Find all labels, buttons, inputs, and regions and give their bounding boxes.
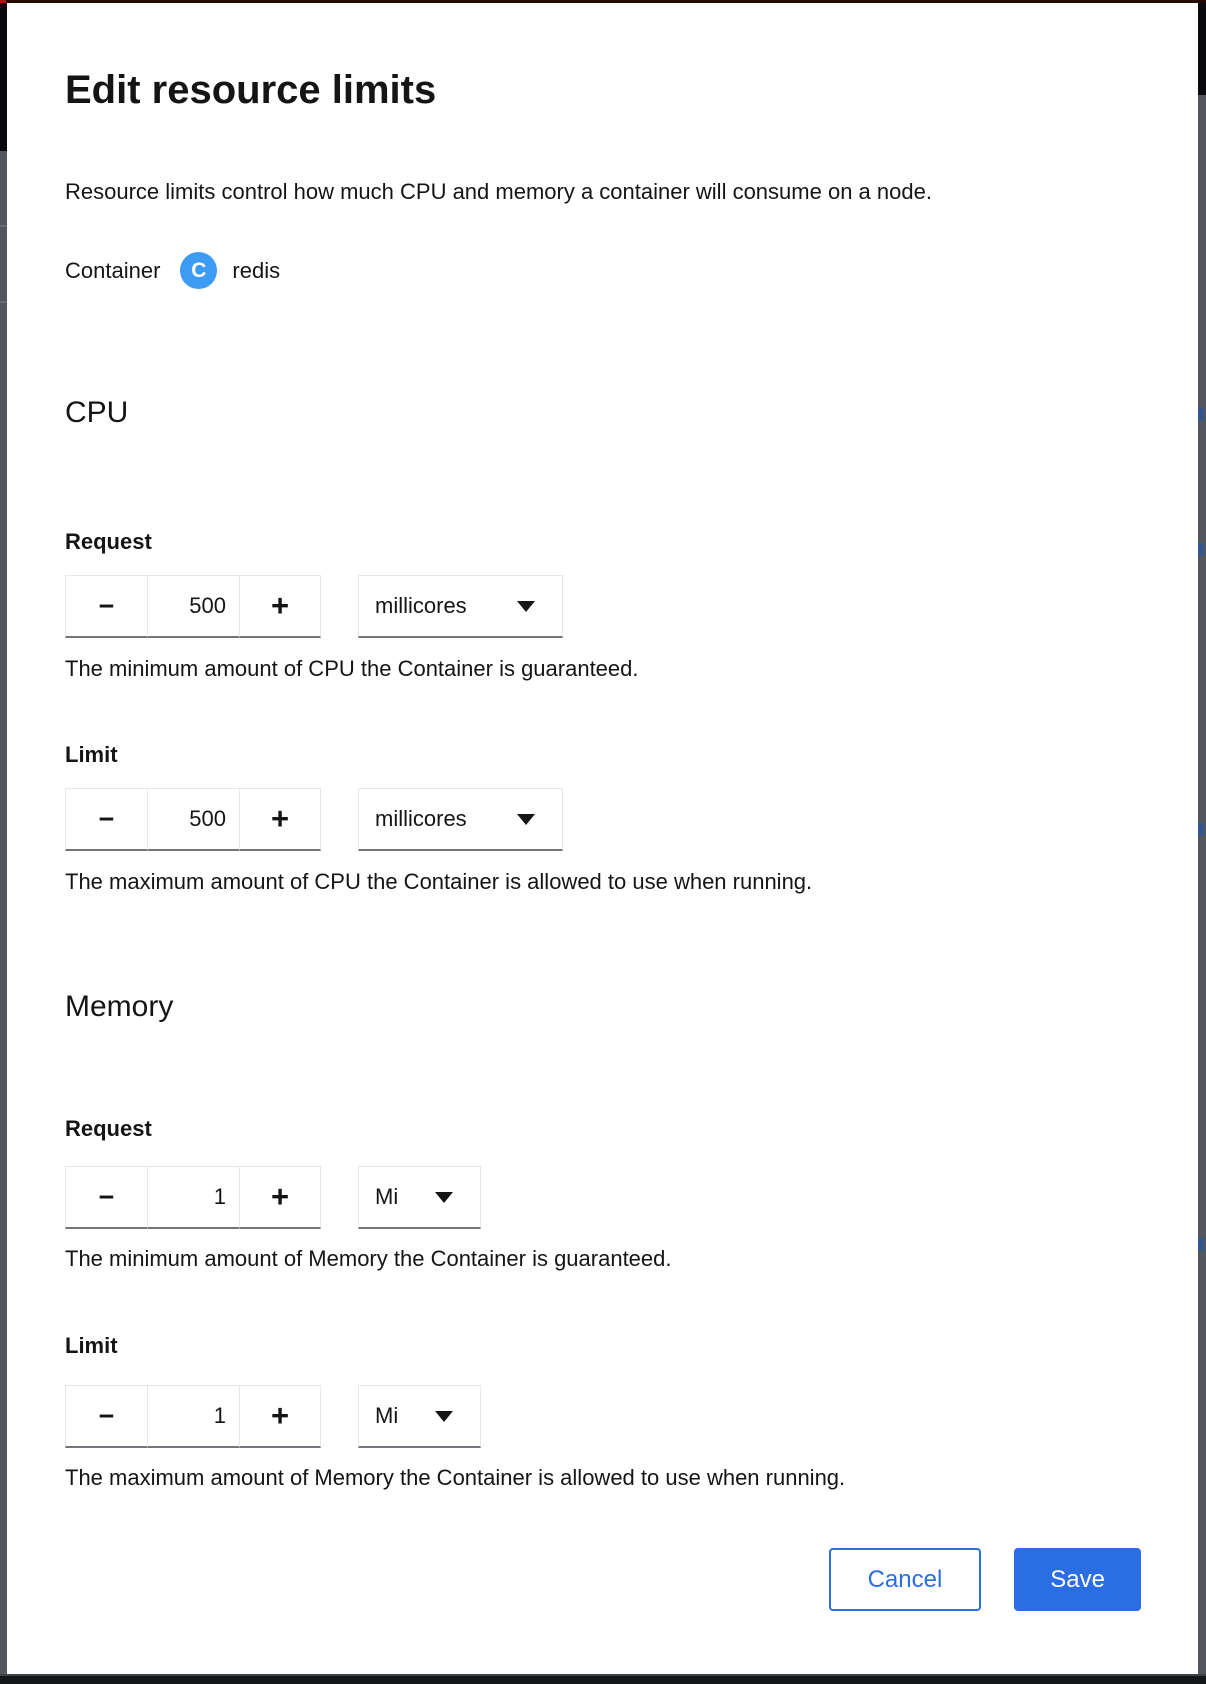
dialog-actions bbox=[65, 1548, 1141, 1611]
dialog-title: Edit resource limits bbox=[65, 68, 437, 112]
dialog-description: Resource limits control how much CPU and memory a container will consume on a node. bbox=[65, 179, 932, 204]
memory-request-controls bbox=[65, 1166, 1141, 1229]
memory-request-helper-text: The minimum amount of Memory the Container is guaranteed. bbox=[65, 1246, 672, 1271]
memory-limit-decrement-button[interactable] bbox=[65, 1385, 148, 1448]
memory-request-spinner bbox=[65, 1166, 321, 1229]
cpu-request-decrement-button[interactable] bbox=[65, 575, 148, 638]
cpu-limit-increment-button[interactable] bbox=[239, 788, 321, 851]
plus-icon: + bbox=[270, 588, 290, 623]
section-heading-memory: Memory bbox=[65, 990, 174, 1023]
memory-limit-value-input[interactable] bbox=[147, 1385, 240, 1448]
cpu-request-helper-text: The minimum amount of CPU the Container is guaranteed. bbox=[65, 656, 639, 681]
background-artifact bbox=[1198, 823, 1204, 836]
cpu-request-unit-value: millicores bbox=[375, 593, 467, 618]
cancel-button[interactable]: Cancel bbox=[829, 1548, 982, 1611]
memory-request-value-input[interactable] bbox=[147, 1166, 240, 1229]
memory-limit-label: Limit bbox=[65, 1333, 118, 1358]
cpu-limit-label: Limit bbox=[65, 742, 118, 767]
cpu-request-increment-button[interactable] bbox=[239, 575, 321, 638]
cpu-request-label: Request bbox=[65, 529, 152, 554]
cpu-request-controls bbox=[65, 575, 1141, 638]
background-artifact bbox=[1198, 3, 1206, 95]
cpu-limit-spinner bbox=[65, 788, 321, 851]
background-artifact bbox=[0, 301, 7, 303]
container-badge-icon: C bbox=[180, 252, 217, 289]
background-artifact bbox=[0, 0, 6, 3]
memory-limit-controls bbox=[65, 1385, 1141, 1448]
memory-limit-increment-button[interactable] bbox=[239, 1385, 321, 1448]
container-row bbox=[65, 252, 1141, 289]
cpu-limit-unit-value: millicores bbox=[375, 806, 467, 831]
memory-limit-spinner bbox=[65, 1385, 321, 1448]
memory-request-label: Request bbox=[65, 1116, 152, 1141]
cpu-request-value-input[interactable] bbox=[147, 575, 240, 638]
memory-request-unit-value: Mi bbox=[375, 1184, 399, 1209]
minus-icon: − bbox=[98, 803, 115, 834]
plus-icon: + bbox=[270, 801, 290, 836]
plus-icon: + bbox=[270, 1398, 290, 1433]
section-heading-cpu: CPU bbox=[65, 396, 129, 429]
chevron-down-icon bbox=[517, 601, 535, 612]
minus-icon: − bbox=[98, 1400, 115, 1431]
background-artifact bbox=[1198, 543, 1204, 556]
minus-icon: − bbox=[98, 1181, 115, 1212]
cpu-limit-unit-dropdown[interactable] bbox=[358, 788, 563, 851]
background-artifact bbox=[0, 225, 7, 227]
cpu-limit-value-input[interactable] bbox=[147, 788, 240, 851]
background-artifact bbox=[1198, 408, 1204, 421]
cpu-request-unit-dropdown[interactable] bbox=[358, 575, 563, 638]
container-name: redis bbox=[232, 257, 281, 283]
chevron-down-icon bbox=[517, 814, 535, 825]
background-artifact bbox=[1198, 1238, 1204, 1251]
cpu-limit-decrement-button[interactable] bbox=[65, 788, 148, 851]
background-bottom-edge bbox=[0, 1674, 1206, 1684]
memory-request-decrement-button[interactable] bbox=[65, 1166, 148, 1229]
cpu-limit-controls bbox=[65, 788, 1141, 851]
background-left-edge bbox=[0, 3, 7, 1684]
plus-icon: + bbox=[270, 1179, 290, 1214]
background-top-edge bbox=[0, 0, 1206, 3]
chevron-down-icon bbox=[435, 1411, 453, 1422]
edit-resource-limits-dialog bbox=[7, 3, 1198, 1674]
memory-request-unit-dropdown[interactable] bbox=[358, 1166, 481, 1229]
cpu-request-spinner bbox=[65, 575, 321, 638]
save-button[interactable]: Save bbox=[1014, 1548, 1141, 1611]
memory-limit-unit-value: Mi bbox=[375, 1403, 399, 1428]
container-label: Container bbox=[65, 257, 161, 283]
memory-limit-unit-dropdown[interactable] bbox=[358, 1385, 481, 1448]
background-artifact bbox=[0, 3, 7, 151]
chevron-down-icon bbox=[435, 1192, 453, 1203]
background-right-edge bbox=[1198, 3, 1206, 1684]
memory-request-increment-button[interactable] bbox=[239, 1166, 321, 1229]
minus-icon: − bbox=[98, 590, 115, 621]
cpu-limit-helper-text: The maximum amount of CPU the Container is allowed to use when running. bbox=[65, 869, 813, 894]
memory-limit-helper-text: The maximum amount of Memory the Container is allowed to use when running. bbox=[65, 1465, 846, 1490]
